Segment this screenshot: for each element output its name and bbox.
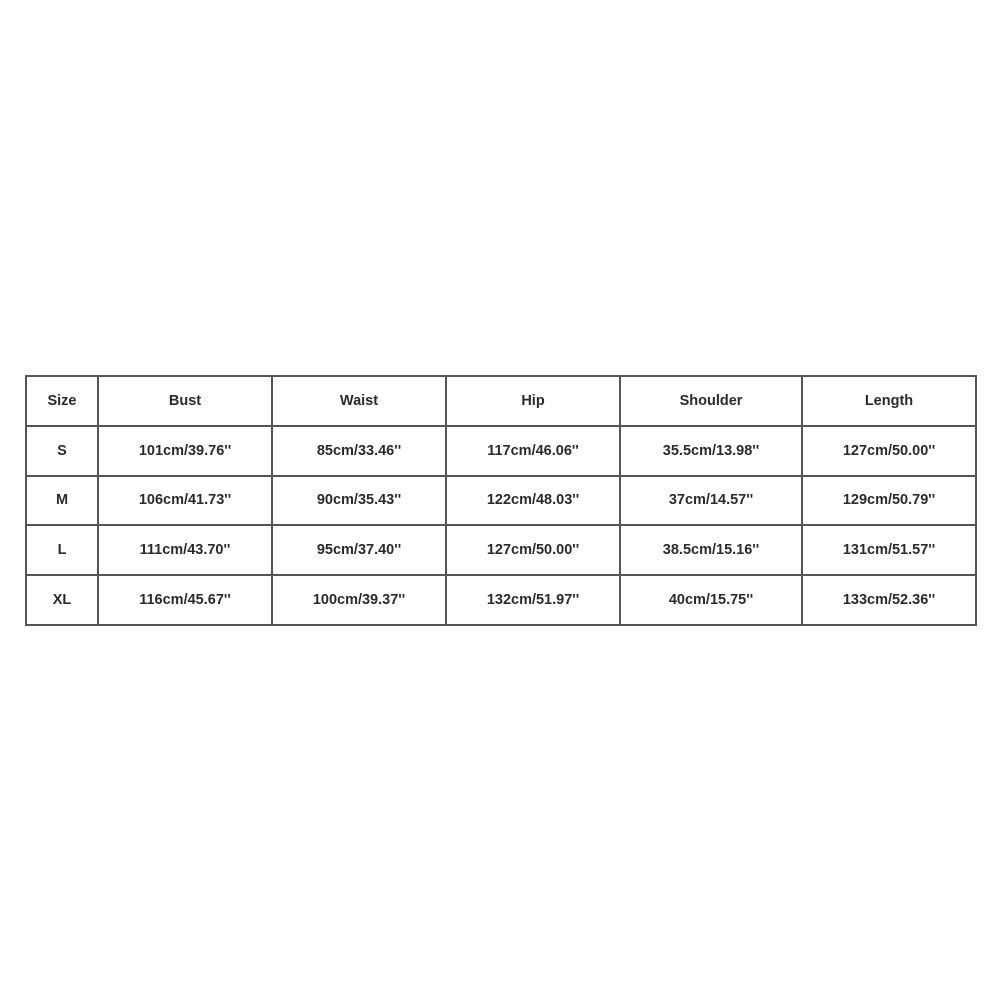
table-header-row [26, 376, 976, 426]
cell-shoulder: 37cm/14.57'' [620, 476, 802, 526]
header-length: Length [802, 376, 976, 426]
cell-waist: 100cm/39.37'' [272, 575, 446, 625]
table-row [26, 575, 976, 625]
cell-size: L [26, 525, 98, 575]
cell-size: M [26, 476, 98, 526]
cell-waist: 85cm/33.46'' [272, 426, 446, 476]
header-shoulder: Shoulder [620, 376, 802, 426]
cell-hip: 122cm/48.03'' [446, 476, 620, 526]
cell-bust: 116cm/45.67'' [98, 575, 272, 625]
cell-length: 127cm/50.00'' [802, 426, 976, 476]
cell-shoulder: 40cm/15.75'' [620, 575, 802, 625]
cell-bust: 111cm/43.70'' [98, 525, 272, 575]
cell-bust: 106cm/41.73'' [98, 476, 272, 526]
header-bust: Bust [98, 376, 272, 426]
cell-bust: 101cm/39.76'' [98, 426, 272, 476]
cell-length: 131cm/51.57'' [802, 525, 976, 575]
cell-length: 129cm/50.79'' [802, 476, 976, 526]
header-size: Size [26, 376, 98, 426]
cell-waist: 90cm/35.43'' [272, 476, 446, 526]
header-hip: Hip [446, 376, 620, 426]
size-chart-table [25, 375, 977, 626]
cell-size: S [26, 426, 98, 476]
cell-shoulder: 35.5cm/13.98'' [620, 426, 802, 476]
cell-size: XL [26, 575, 98, 625]
table-row [26, 476, 976, 526]
cell-hip: 132cm/51.97'' [446, 575, 620, 625]
cell-hip: 117cm/46.06'' [446, 426, 620, 476]
cell-shoulder: 38.5cm/15.16'' [620, 525, 802, 575]
table-row [26, 426, 976, 476]
cell-length: 133cm/52.36'' [802, 575, 976, 625]
table-row [26, 525, 976, 575]
header-waist: Waist [272, 376, 446, 426]
cell-waist: 95cm/37.40'' [272, 525, 446, 575]
cell-hip: 127cm/50.00'' [446, 525, 620, 575]
